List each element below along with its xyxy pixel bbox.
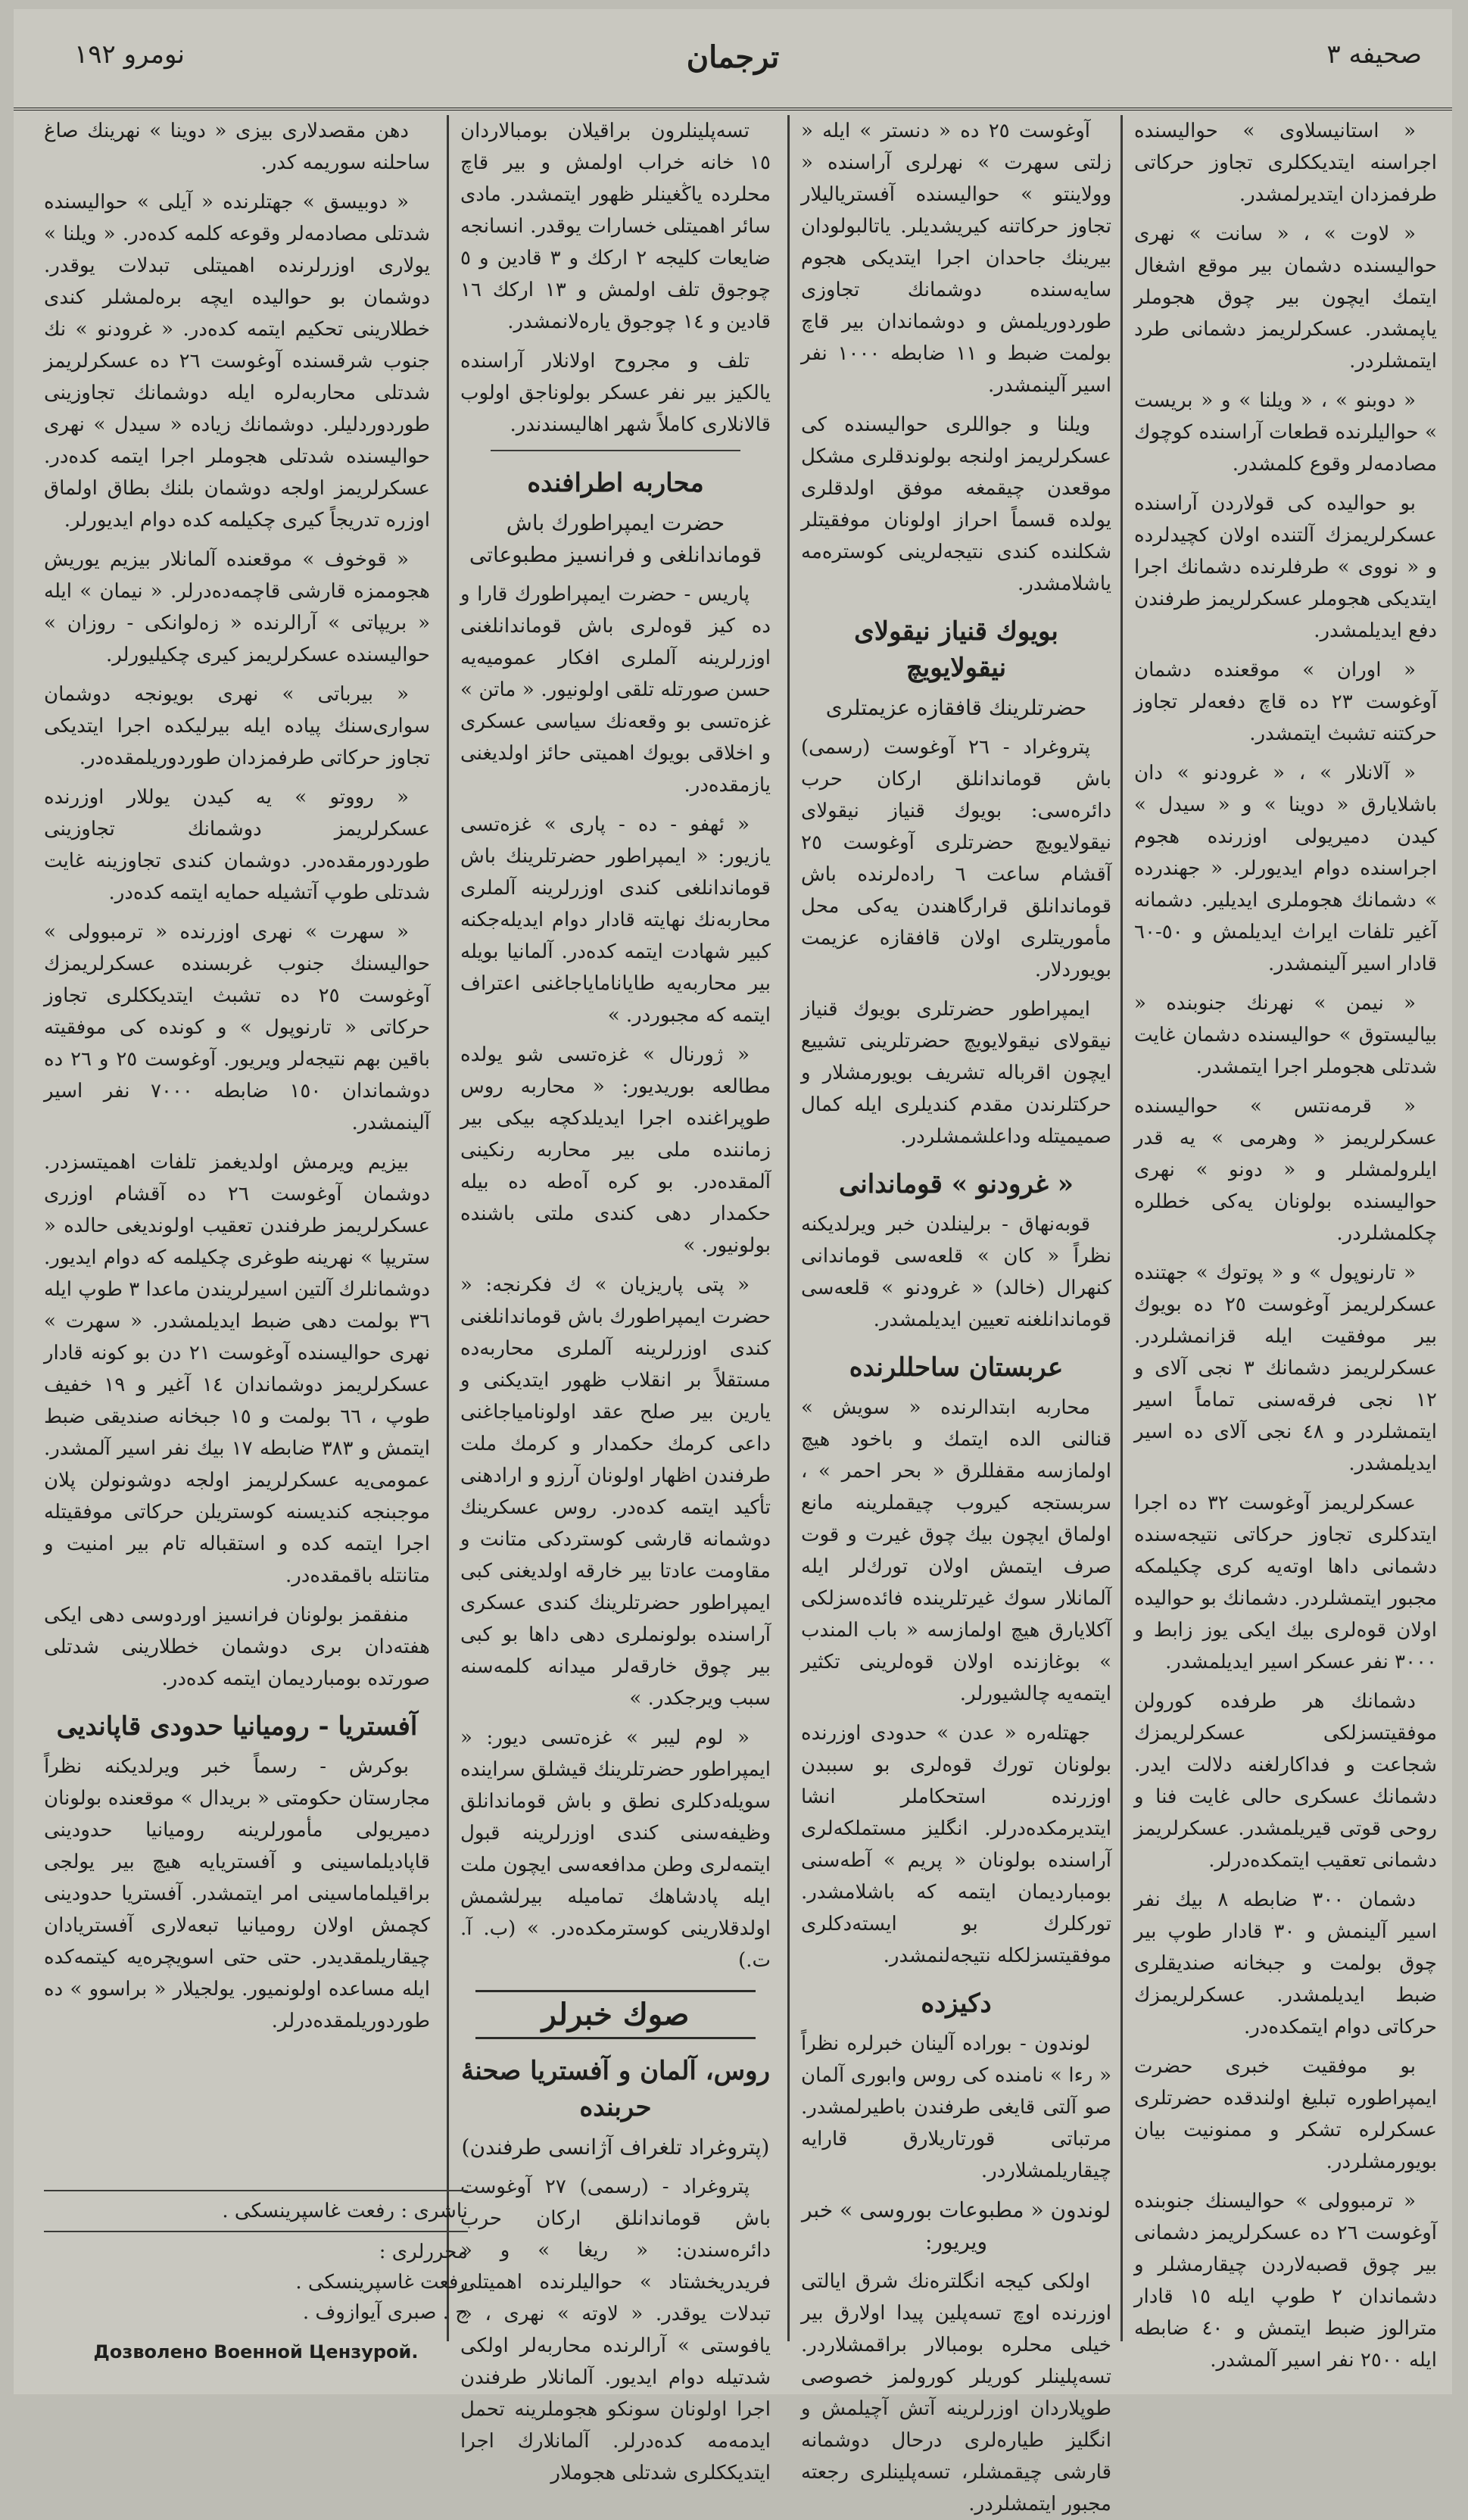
paragraph: جهتله‌ره « عدن » حدودى اوزرنده بولونان تورك قوه‌لرى بو سببدن اوزرنده استحكاملر انشا ايتديرمكده‌درلر. انگليز مستملكه‌لرى آراسنده بولونان « پريم » آطه‌سنى بومبارديمان ايتمه كه باشلامشدر. توركلرك بو ايسته‌دكلرى موفقيتسزلكله نتيجه‌لنمشدر. xyxy=(801,1722,1111,1967)
border-heading: آفستريا - روميانيا حدودى قاپانديى xyxy=(56,1711,418,1742)
column-rule xyxy=(1120,115,1123,2341)
paragraph: بيزيم ويرمش اولديغمز تلفات اهميتسزدر. دوشمان آوغوست ٢٦ ده آقشام اوزرى عسكرلريمز طرفندن تعقيب اولونديغى حالده « ستريپا » نهرينه طوغرى چكيلمه كه دوام ايديور. دوشمانلرك آلتين اسيرلريندن ماعدا ٣ طوپ ايله ٣٦ بولمت دهى ضبط ايديلمشدر. « سهرت » نهرى حواليسنده آوغوست ٢١ دن بو كونه قادار عسكرلريمز دوشماندان ١٤ آغير و ١٩ خفيف طوپ ، ٦٦ بولمت و ١٥ جبخانه صنديقى ضبط ايتمش و ٣٨٣ ضابطه ١٧ بيك نفر اسير آلمشدر. عمومى‌يه عسكرلريمز اولجه دوشونولن پلان موجبنجه كنديسنه كوستريلن حركاتى موفقيتله اجرا ايتمه كده و استقباله تام بير امنيت و متانتله باقمقده‌در. xyxy=(44,1151,431,1587)
paragraph: « آلانلار » ، « غرودنو » دان باشلايارق « دوينا » و « سيدل » كيدن دميريولى اوزرنده هجوم اجراسنده دوام ايديورلر. « جهندرده » دشمانك هجوملرى ايديلير. دشمانه آغير تلفات ايراث ايديلمش و ٥٠-٦٠ قادار اسير آلينمشدر. xyxy=(1134,762,1437,975)
column-3 xyxy=(460,115,771,2484)
paragraph: بوكرش - رسماً خبر ويرلديكنه نظراً مجارستان حكومتى « بريدال » موقعنده بولونان دميريولى مأمورلرينه روميانيا حدودينى قاپاديلماسينى و آفستريايه هيچ بير يولجى براقيلماماسينى امر ايتمشدر. آفستريا حدودينى كچمش اولان روميانيا تبعه‌لارى آفستريادان چيقاريلمقديدر. حتى حتى اسويچره‌يه كيتمه‌كده ايله مساعده اولونميور. يولجيلار « براسوو » ده طوردوريلمقده‌درلر. xyxy=(44,1755,430,2032)
column-2 xyxy=(801,115,1112,2515)
paragraph: تسه‌پلينلرون براقيلان بومبالاردان ١٥ خانه خراب اولمش و بير قاچ محلرده ياڭغينلر ظهور ايتمشدر. مادى سائر اهميتلى خسارات يوقدر. انسانجه ضايعات كليجه ٢ اركك و ٣ قادين و ٥ چوجوق تلف اولمش و ١٣ اركك ١٦ قادين و ١٤ چوجوق ياره‌لانمشدر. xyxy=(460,120,771,333)
arabia-heading: عربستان ساحللرنده xyxy=(849,1352,1064,1383)
paragraph: دشمانك هر طرفده كورولن موفقيتسزلكى عسكرلريمزك شجاعت و فداكارلغنه دلالت ايدر. دشمانك عسكرى حالى غايت فنا و روحى قوتى قيريلمشدر. عسكرلريمز دشمانى تعقيب ايتمكده‌درلر. xyxy=(1134,1690,1437,1872)
paragraph: دشمان ٣٠٠ ضابطه ٨ بيك نفر اسير آلينمش و ٣٠ قادار طوپ بير چوق بولمت و جبخانه صنديقلرى ضبط ايديلمشدر. عسكرلريمزك حركاتى دوام ايتمكده‌در. xyxy=(1134,1888,1437,2038)
paragraph: « اوران » موقعنده دشمان آوغوست ٢٣ ده قاچ دفعه‌لر تجاوز حركتنه تشبث ايتمشدر. xyxy=(1134,659,1438,745)
column-rule xyxy=(447,115,449,2341)
latest-subheading: (پتروغراد تلغراف آژانسى طرفندن) xyxy=(461,2135,770,2160)
paragraph: عسكرلريمز آوغوست ٣٢ ده اجرا ايتدكلرى تجاوز حركاتى نتيجه‌سنده دشمانى داها اوته‌يه كرى چكيلمكه مجبور ايتمشلردر. دشمانك بو حواليده اولان قوه‌لرى بيك ايكى يوز زابط و ٣٠٠٠ نفر عسكر اسير ايديلمشدر. xyxy=(1134,1492,1437,1673)
publisher-label: ناشرى : xyxy=(401,2200,468,2222)
paragraph: قوبه‌نهاق - برلينلدن خبر ويرلديكنه نظراً « كان » قلعه‌سى قوماندانى كنهرال (خالد) « غرودنو » قلعه‌سى قوماندانلغنه تعيين ايديلمشدر. xyxy=(801,1213,1111,1331)
nicholas-subheading: حضرتلرينك قافقازه عزيمتلرى xyxy=(825,695,1087,720)
paragraph: « لاوت » ، « سانت » نهرى حواليسنده دشمان بير موقع اشغال ايتمك ايچون بير چوق هجوملر ياپمشدر. عسكرلريمز دشمانى طرد ايتمشلردر. xyxy=(1134,223,1437,373)
paragraph: ويلنا و جواللرى حواليسنده كى عسكرلريمز اولنجه بولوندقلرى مشكل موقعدن چيقمغه موفق اولدقلرى يولده قسماً احراز اولونان موفقيتلر شكلنده كندى نتيجه‌لرينى كوستره‌مه ياشلامشدر. xyxy=(801,413,1111,595)
war-heading: محاربه اطرافنده xyxy=(527,468,704,498)
paragraph: محاربه ابتدالرنده « سويش » قنالنى الده ايتمك و باخود هيچ اولمازسه مقفللرق « بحر احمر » ، سربستجه كيروب چيقملرينه مانع اولماق ايچون بيك چوق غيرت و قوت صرف ايتمش اولان تورك‌لر ايله آلمانلار سوك غيرتلرينده فائده‌سزلكى آكلايارق هيچ اولمازسه « باب المندب » بوغازنده اولان قوه‌لرينى تكثير ايتمه‌يه چالشيورلر. xyxy=(801,1396,1111,1705)
editors-label: محررلرى : xyxy=(379,2241,468,2263)
paragraph: « سهرت » نهرى اوزرنده « ترمبوولى » حواليسنك جنوب غربسنده عسكرلريمزك آوغوست ٢٥ ده تشبث ايتديككلرى تجاوز حركاتى « تارنوپول » و كونده كى موفقيته باقين بهم نتيجه‌لر ويريور. آوغوست ٢٥ و ٢٦ ده دوشماندان ١٥٠ ضابطه ٧٠٠٠ نفر اسير آلينمشدر. xyxy=(44,921,431,1134)
column-1 xyxy=(1134,115,1438,2372)
paragraph: پتروغراد - (رسمى) ٢٧ آوغوست باش قوماندانلق اركان حرب دائره‌سندن: « ريغا » و « فريدريخشتاد » حواليلرنده اهميتلى تبدلات يوقدر. « لاوته » نهرى ، « يافوستى » آرالرنده محاربه‌لر اولكى شدتيله دوام ايديور. آلمانلار طرفندن اجرا اولونان سونكو هجوملرينه تحمل ايدمه‌مه كده‌درلر. آلمانلارك اجرا ايتديككلرى شدتلى هجوملار xyxy=(460,2175,771,2484)
sea-heading: دكيزده xyxy=(921,1988,992,2019)
paragraph: اولكى كيجه انگلتره‌نك شرق ايالتى اوزرنده اوچ تسه‌پلين پيدا اولارق بير خيلى محلره بومبالار براقمشلاردر. تسه‌پلينلر كوريلر كورولمز خصوصى طوپلاردان اوزرلرينه آتش آچيلمش و انگليز طياره‌لرى درحال دوشمانه قارشى چيقمشلر، تسه‌پلينلرى رجعته مجبور ايتمشلردر. xyxy=(801,2270,1111,2515)
masthead xyxy=(14,9,1452,111)
nicholas-heading: بويوك قنياز نيقولاى نيقولايويچ xyxy=(854,616,1058,683)
paragraph: « لوم ليبر » غزه‌تسى ديور: « ايمپراطور حضرتلرينك قيشلق سراينده سويله‌دكلرى نطق و باش قوماندانلق وظيفه‌سنى كندى اوزرلرينه قبول ايتمه‌لرى وطن مدافعه‌سى ايچون ملت ايله پادشاهك تماميله بيرلشمش اولدقلارينى كوسترمكده‌در. » (ب. آ. ت.) xyxy=(460,1726,771,1972)
paragraph: منفقمز بولونان فرانسيز اوردوسى دهى ايكى هفته‌دان برى دوشمان خطلارينى شدتلى صورتده بومبارديمان ايتمه كده‌در. xyxy=(44,1604,430,1690)
press-heading: لوندون « مطبوعات بوروسى » خبر ويريور: xyxy=(801,2197,1111,2254)
paragraph: « قوخوف » موقعنده آلمانلار بيزيم يوريش هجوممزه قارشى قاچمه‌ده‌درلر. « نيمان » ايله « بريپاتى » آرالرنده « زه‌لوانكى - روزان » حواليسنده عسكرلريمز كيرى چكيليورلر. xyxy=(44,548,430,666)
divider xyxy=(491,450,740,451)
publisher-name: رفعت غاسپرينسكى . xyxy=(222,2200,395,2222)
grodno-heading: « غرودنو » قوماندانى xyxy=(838,1169,1074,1199)
paragraph: دهن مقصدلارى بيزى « دوينا » نهرينك صاغ ساحلنه سوريمه كدر. xyxy=(44,120,430,174)
paragraph: پتروغراد - ٢٦ آوغوست (رسمى) باش قوماندانلق اركان حرب دائره‌سى: بويوك قنياز نيقولاى نيقولايويچ حضرتلرى آوغوست ٢٥ آقشام ساعت ٦ راده‌لرنده باش قوماندانلق قرارگاهندن يه‌كى محل مأموريتلرى اولان قافقازه عزيمت بويوردلار. xyxy=(801,736,1111,981)
paragraph: « ژورنال » غزه‌تسى شو يولده مطالعه بوريديور: « محاربه روس طوپراغنده اجرا ايديلدكچه بيكى بير زماننده ملى بير محاربه رنكينى آلمقده‌در. بو كره آه‌طه ده بيله حكمدار دهى كندى ملتى باشنده بولونيور. » xyxy=(460,1043,771,1257)
paragraph: آوغوست ٢٥ ده « دنستر » ايله « زلتى سهرت » نهرلرى آراسنده « وولاينتو » حواليسنده آفسترياليلار تجاوز حركاتنه كيريشديلر. ياتالبولودان بيرينك جاحدان اجرا ايتديكى هجوم سايه‌سنده دوشمانك تجاوزى طوردوريلمش و دوشماندان بير قاچ بولمت ضبط و ١١ ضابطه ١٠٠٠ نفر اسير آلينمشدر. xyxy=(801,120,1112,397)
paper-name: ترجمان xyxy=(686,39,780,75)
paragraph: « پتى پاريزيان » ك فكرنجه: « حضرت ايمپراطورك باش قوماندانلغنى كندى اوزرلرينه آلملرى محاربه‌ده مستقلاً بر انقلاب ظهور ايتديكنى و يارين بير صلح عقد اولونامياجاغنى داعى كرمك حكمدار و كرمك ملت طرفندن اظهار اولونان آرزو و ارادهنى تأكيد ايتمه كده‌در. روس عسكرينك دوشمانه قارشى كوستردكى متانت و مقاومت عادتا بير خارقه اولديغنى كبى ايمپراطور حضرتلرينك كندى عسكرى آراسنده بولونملرى دهى داها بو كبى بير چوق خارقه‌لر ميدانه كلمه‌سنه سبب ويرجكدر. » xyxy=(460,1274,771,1710)
editor-name: ح . صبرى آيوازوف . xyxy=(302,2301,468,2324)
editors-row xyxy=(44,2231,468,2332)
latest-heading: روس، آلمان و آفستريا صحنهٔ حربنده xyxy=(460,2056,771,2122)
paragraph: « قرمه‌نتس » حواليسنده عسكرلريمز « وهرمى » يه قدر ايلرولمشلر و « دونو » نهرى حواليسنده بولونان يه‌كى خطلره چكلمشلردر. xyxy=(1134,1095,1437,1245)
paragraph: بو حواليده كى قولاردن آراسنده عسكرلريمزك آلتنده اولان كچيدلرده و « نووى » طرفلرنده دشمانك اجرا ايتديكى هجوملر عسكرلريمز طرفندن دفع ايديلمشدر. xyxy=(1134,492,1437,642)
paragraph: پاريس - حضرت ايمپراطورك قارا و ده كيز قوه‌لرى باش قوماندانلغنى اوزرلرينه آلملرى افكار عموميه‌يه حسن صورتله تلقى اولونيور. « ماتن » غزه‌تسى بو وقعه‌نك سياسى عسكرى و اخلاقى بويوك اهميتى حائز اولديغنى يازمقده‌در. xyxy=(460,583,771,797)
paragraph: بو موفقيت خبرى حضرت ايمپراطوره تبليغ اولندقده حضرتلرى عسكرلره تشكر و ممنونيت بيان بويورمشلردر. xyxy=(1134,2055,1437,2173)
column-rule xyxy=(787,115,790,2341)
column-4 xyxy=(44,115,430,2175)
page-label: صحيفه ٣ xyxy=(1326,39,1422,70)
paragraph: « ئهفو - ده - پارى » غزه‌تسى يازيور: « ايمپراطور حضرتلرينك باش قوماندانلغى كندى اوزرلرينه آلملرى محاربه‌نك نهايته قادار دوام ايديله‌جكنه كبير شهادت ايتمه كده‌در. آلمانيا بويله بير محاربه‌يه طاياناماياجاغنى اعتراف ايتمه كه مجبوردر. » xyxy=(460,813,771,1027)
paragraph: « رووتو » يه كيدن يوللار اوزرنده عسكرلريمز دوشمانك تجاوزينى طوردورمقده‌در. دوشمان كندى تجاوزينه غايت شدتلى طوپ آتشيله حمايه ايتمه كده‌در. xyxy=(44,786,430,904)
issue-number: نومرو ١٩٢ xyxy=(74,39,185,70)
newspaper-page xyxy=(14,9,1452,2515)
paragraph: « نيمن » نهرنك جنوبنده « بياليستوق » حواليسنده دشمان غايت شدتلى هجوملر اجرا ايتمشدر. xyxy=(1134,992,1437,1078)
paragraph: « استانيسلاوى » حواليسنده اجراسنه ايتديككلرى تجاوز حركاتى طرفمزدان ايتديرلمشدر. xyxy=(1134,120,1437,206)
censor-note: Дозволено Военной Цензурой. xyxy=(93,2341,419,2362)
editor-name: رفعت غاسپرينسكى . xyxy=(295,2271,468,2294)
paragraph: « دوبيسق » جهتلرنده « آيلى » حواليسنده شدتلى مصادمه‌لر وقوعه كلمه كده‌در. « ويلنا » يولارى اوزرلرنده اهميتلى تبدلات يوقدر. دوشمان بو حواليده ايچه بره‌لمشلر كندى خطلارينى تحكيم ايتمه كده‌در. « غرودنو » نك جنوب شرقسنده آوغوست ٢٦ ده عسكرلريمز شدتلى محاربه‌لره ايله دوشمانك تجاوزينى طوردوردليلر. دوشمانك زياده « سيدل » نهرى حواليسنده شدتلى هجوملر اجرا ايتمه كده‌در. عسكرلريمز اولجه دوشمان بلنك بطاق اولماق اوزره تدريجاً كيرى چكيلمه كده دوام ايديورلر. xyxy=(44,191,430,532)
latest-news-title: صوك خبرلر xyxy=(475,1990,756,2039)
paragraph: « ترمبوولى » حواليسنك جنوبنده آوغوست ٢٦ ده عسكرلريمز دشمانى بير چوق قصبه‌لاردن چيقارمشلر و دشماندان ٢ طوپ ايله ١٥ قادار مترالوز ضبط ايتمش و ٤٠ ضابطه ايله ٢٥٠٠ نفر اسير آلمشدر. xyxy=(1134,2190,1438,2372)
war-subheading: حضرت ايمپراطورك باش قوماندانلغى و فرانسيز مطبوعاتى xyxy=(469,510,762,567)
paragraph: « تارنوپول » و « پوتوك » جهتنده عسكرلريمز آوغوست ٢٥ ده بويوك بير موفقيت ايله قزانمشلردر. عسكرلريمز دشمانك ٣ نجى آلاى و ١٢ نجى فرقه‌سنى تماماً اسير ايتمشلردر و ٤٨ نجى آلاى ده اسير ايديلمشدر. xyxy=(1134,1262,1437,1475)
paragraph: « دوبنو » ، « ويلنا » و « بريست » حواليلرنده قطعات آراسنده كوچوك مصادمه‌لر وقوع كلمشدر. xyxy=(1134,389,1437,476)
paragraph: لوندون - بوراده آلينان خبرلره نظراً « رءا » نامنده كى روس وابورى آلمان صو آلتى قايغى طرفندن باطيرلمشدر. مرتباتى قورتاريلارق قارايه چيقاريلمشلاردر. xyxy=(801,2032,1111,2182)
paragraph: « بيرباتى » نهرى بويونجه دوشمان سوارى‌سنك پياده ايله بيرليكده اجرا ايتديكى تجاوز حركاتى طرفمزدان طوردوريلمقده‌در. xyxy=(44,683,430,769)
publisher-row xyxy=(44,2190,468,2231)
paragraph: تلف و مجروح اولانلار آراسنده يالكيز بير نفر عسكر بولوناجق اولوب قالانلارى كاملاً شهر اهاليسندندر. xyxy=(460,350,771,436)
paragraph: ايمپراطور حضرتلرى بويوك قنياز نيقولاى نيقولايويچ حضرتلرينى تشييع ايچون اقرباله تشريف بويورمشلار و حركتلرندن مقدم كنديلرى ايله كمال صميميتله وداعلشمشلردر. xyxy=(801,998,1111,1148)
